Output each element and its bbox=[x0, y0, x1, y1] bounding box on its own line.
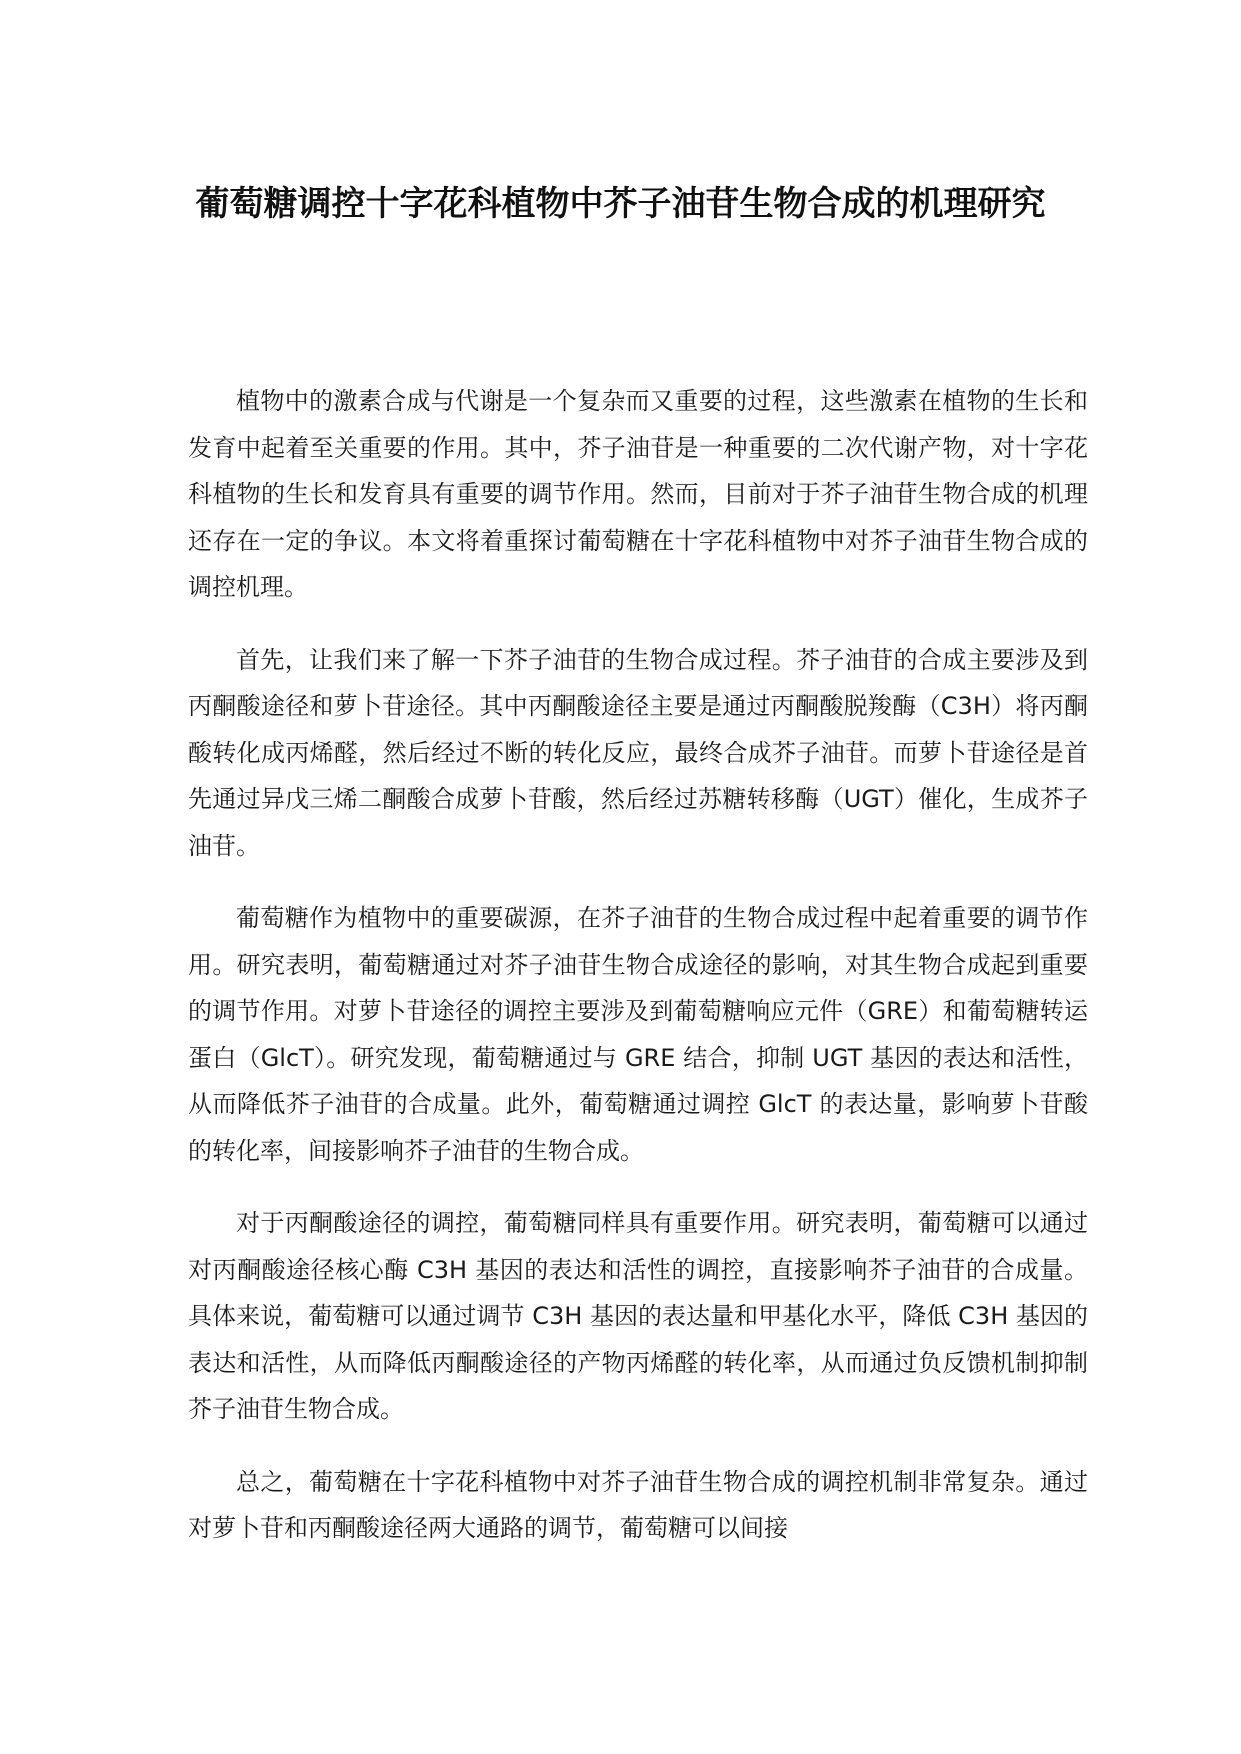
document-title: 葡萄糖调控十字花科植物中芥子油苷生物合成的机理研究 bbox=[195, 184, 1046, 224]
document-body bbox=[188, 378, 1088, 1578]
paragraph-5: 总之，葡萄糖在十字花科植物中对芥子油苷生物合成的调控机制非常复杂。通过对萝卜苷和丙酮酸途径两大通路的调节，葡萄糖可以间接 bbox=[188, 1467, 1088, 1542]
paragraph-1: 植物中的激素合成与代谢是一个复杂而又重要的过程，这些激素在植物的生长和发育中起着至关重要的作用。其中，芥子油苷是一种重要的二次代谢产物，对十字花科植物的生长和发育具有重要的调节作用。然而，目前对于芥子油苷生物合成的机理还存在一定的争议。本文将着重探讨葡萄糖在十字花科植物中对芥子油苷生物合成的调控机理。 bbox=[188, 387, 1088, 601]
paragraph-4: 对于丙酮酸途径的调控，葡萄糖同样具有重要作用。研究表明，葡萄糖可以通过对丙酮酸途径核心酶 C3H 基因的表达和活性的调控，直接影响芥子油苷的合成量。具体来说，葡萄糖可以通过调节 C3H 基因的表达量和甲基化水平，降低 C3H 基因的表达和活性，从而降低丙酮酸途径的产物丙烯醛的转化率，从而通过负反馈机制抑制芥子油苷生物合成。 bbox=[188, 1209, 1088, 1423]
paragraph-2: 首先，让我们来了解一下芥子油苷的生物合成过程。芥子油苷的合成主要涉及到丙酮酸途径和萝卜苷途径。其中丙酮酸途径主要是通过丙酮酸脱羧酶（C3H）将丙酮酸转化成丙烯醛，然后经过不断的转化反应，最终合成芥子油苷。而萝卜苷途径是首先通过异戊三烯二酮酸合成萝卜苷酸，然后经过苏糖转移酶（UGT）催化，生成芥子油苷。 bbox=[188, 645, 1088, 860]
paragraph-3: 葡萄糖作为植物中的重要碳源，在芥子油苷的生物合成过程中起着重要的调节作用。研究表明，葡萄糖通过对芥子油苷生物合成途径的影响，对其生物合成起到重要的调节作用。对萝卜苷途径的调控主要涉及到葡萄糖响应元件（GRE）和葡萄糖转运蛋白（GlcT）。研究发现，葡萄糖通过与 GRE 结合，抑制 UGT 基因的表达和活性，从而降低芥子油苷的合成量。此外，葡萄糖通过调控 GlcT 的表达量，影响萝卜苷酸的转化率，间接影响芥子油苷的生物合成。 bbox=[188, 904, 1088, 1165]
